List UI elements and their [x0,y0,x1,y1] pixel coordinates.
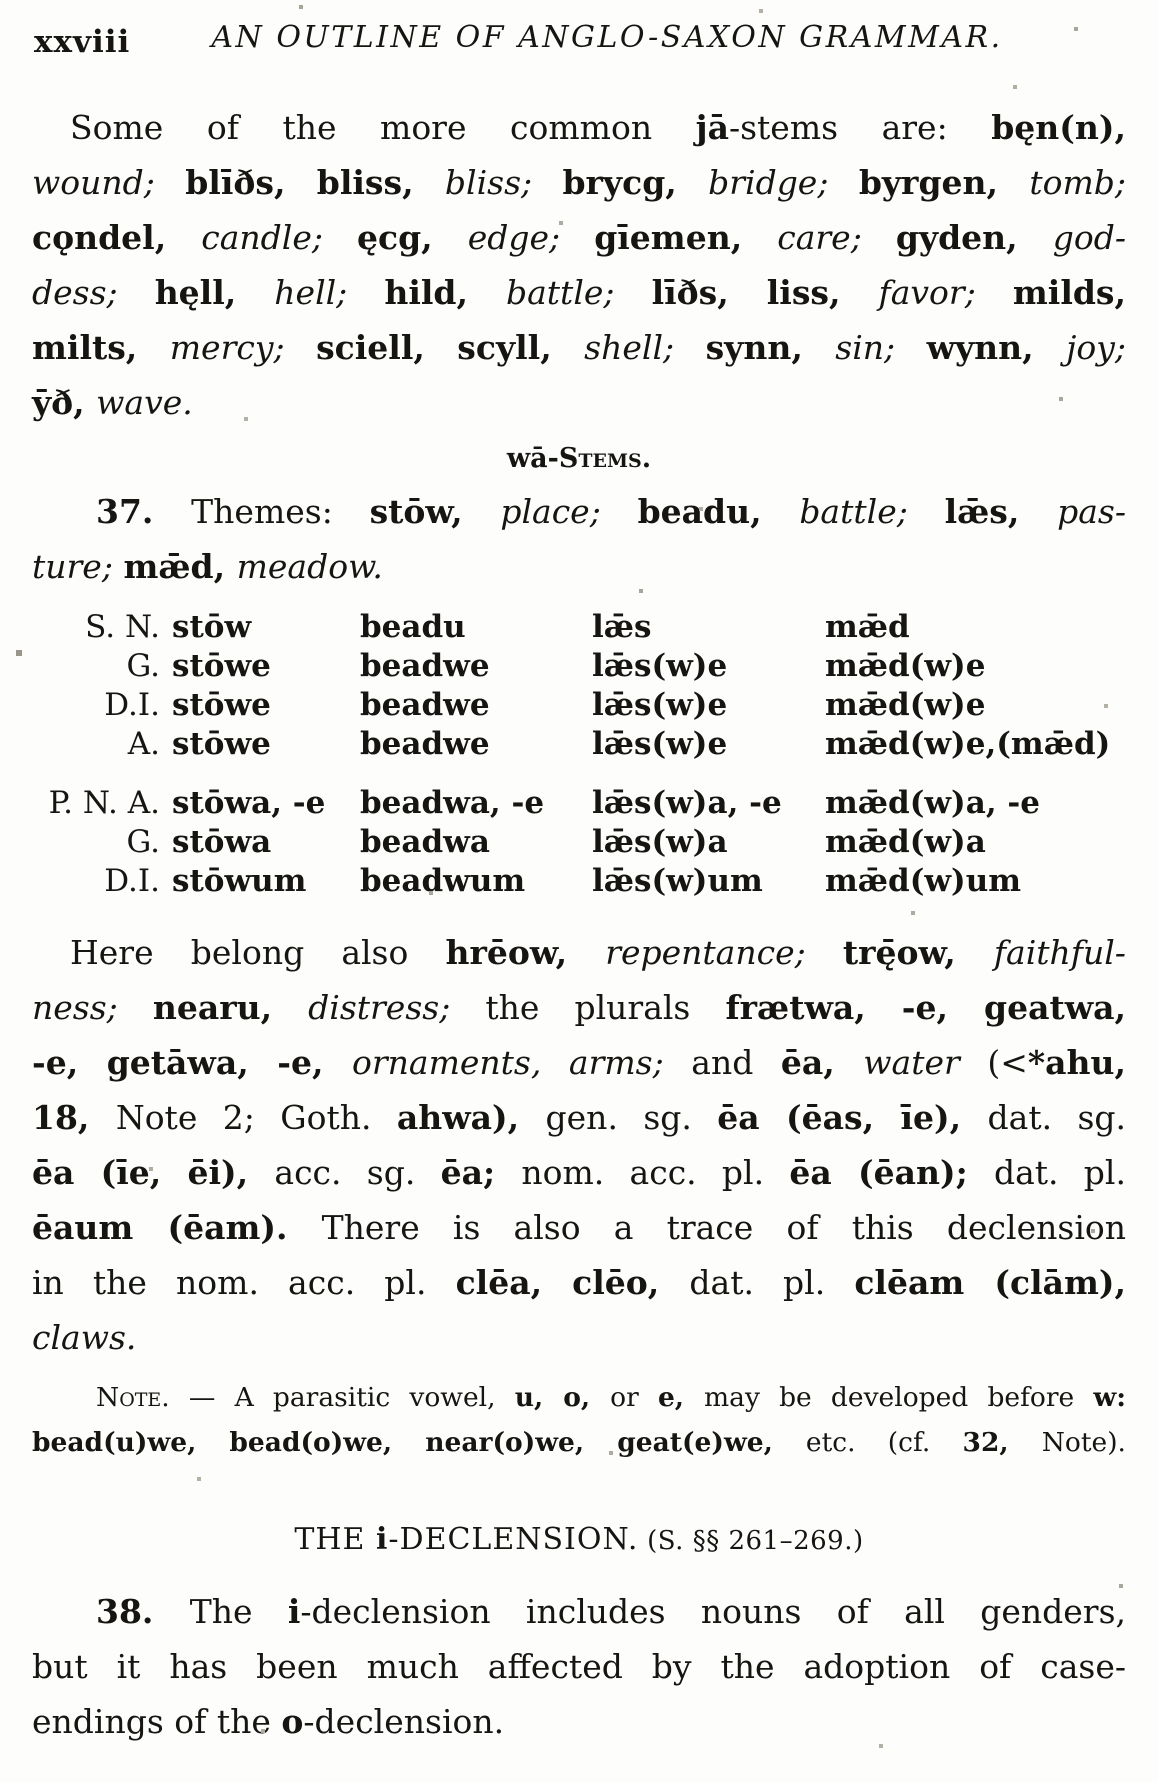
form-cell: mǣd(w)e [825,648,986,684]
form-cell: lǣs(w)um [592,863,763,899]
form-cell: stōw [172,609,252,645]
form-cell: mǣd(w)a, -e [825,785,1040,821]
heading-i-declension: THE i-DECLENSION. (S. §§ 261–269.) [294,1522,864,1557]
form-cell: lǣs(w)a, -e [592,785,782,821]
table-row [32,784,1126,823]
page-title: AN OUTLINE OF ANGLO-SAXON GRAMMAR. [211,20,1003,55]
form-cell: lǣs(w)e [592,726,728,762]
form-cell: lǣs [592,609,652,645]
case-label: A. [127,726,160,762]
form-cell: lǣs(w)e [592,648,728,684]
text-line: wound; blīðs, bliss, bliss; brycg, bridge; byrgen, tomb; [32,163,1127,202]
section-37 [32,484,1126,594]
form-cell: lǣs(w)e [592,687,728,723]
page-number: xxviii [34,24,131,60]
form-cell: beadwa, -e [360,785,545,821]
form-cell: stōwa, -e [172,785,326,821]
table-row [32,686,1126,725]
text-line: 37. Themes: stōw, place; beadu, battle; lǣs, pas- [96,492,1126,531]
table-row [32,862,1126,901]
text-line: ness; nearu, distress; the plurals frætwa, -e, geatwa, [32,988,1126,1027]
text-line: in the nom. acc. pl. clēa, clēo, dat. pl. clēam (clām), [32,1263,1126,1302]
text-line: Some of the more common jā-stems are: bęn(n), [70,108,1127,147]
form-cell: beadwe [360,648,490,684]
form-cell: stōwa [172,824,272,860]
text-line: ēa (īe, ēi), acc. sg. ēa; nom. acc. pl. ēa (ēan); dat. pl. [32,1153,1126,1192]
text-line: ȳð, wave. [32,383,193,422]
text-line: milts, mercy; sciell, scyll, shell; synn, sin; wynn, joy; [32,328,1126,367]
table-group-plural [32,784,1126,901]
table-row [32,725,1126,764]
table-row [32,608,1126,647]
form-cell: stōwe [172,648,271,684]
text-line: dess; hęll, hell; hild, battle; līðs, liss, favor; milds, [32,273,1126,312]
text-line: 38. The i-declension includes nouns of all genders, [96,1592,1126,1631]
form-cell: mǣd(w)e,(mǣd) [825,726,1111,762]
paragraph-here-belong [32,925,1126,1365]
paragraph-ja-stems [32,100,1126,430]
form-cell: beadwum [360,863,526,899]
form-cell: beadwa [360,824,490,860]
form-cell: stōwe [172,726,271,762]
scan-speckles [0,0,2,2]
text-line: claws. [32,1318,137,1357]
text-line: -e, getāwa, -e, ornaments, arms; and ēa, water (<*ahu, [32,1043,1126,1082]
form-cell: beadwe [360,726,490,762]
case-label: G. [126,824,160,860]
case-label: D.I. [104,863,160,899]
case-label: P. N. A. [48,785,160,821]
table-row [32,823,1126,862]
note-paragraph [32,1375,1126,1465]
text-line: bead(u)we, bead(o)we, near(o)we, geat(e)we, etc. (cf. 32, Note). [32,1427,1126,1458]
form-cell: beadu [360,609,466,645]
table-group-singular [32,608,1126,764]
text-line: cǫndel, candle; ęcg, edge; gīemen, care; gyden, god- [32,218,1126,257]
form-cell: stōwe [172,687,271,723]
case-label: G. [126,648,160,684]
form-cell: mǣd(w)e [825,687,986,723]
text-line: Note. — A parasitic vowel, u, o, or e, may be developed before w: [96,1382,1127,1413]
text-line: ture; mǣd, meadow. [32,547,383,586]
table-row [32,647,1126,686]
form-cell: mǣd(w)a [825,824,986,860]
form-cell: stōwum [172,863,307,899]
text-line: ēaum (ēam). There is also a trace of this declension [32,1208,1126,1247]
form-cell: mǣd(w)um [825,863,1022,899]
form-cell: beadwe [360,687,490,723]
form-cell: lǣs(w)a [592,824,728,860]
text-line: endings of the o-declension. [32,1702,505,1741]
heading-wa-stems: wā-Stems. [506,443,652,474]
text-line: but it has been much affected by the adoption of case- [32,1647,1126,1686]
text-line: Here belong also hrēow, repentance; trę̄ow, faithful- [70,933,1126,972]
section-38 [32,1584,1126,1749]
page-header [32,20,1126,70]
declension-table [32,608,1126,901]
text-line: 18, Note 2; Goth. ahwa), gen. sg. ēa (ēas, īe), dat. sg. [32,1098,1127,1137]
case-label: S. N. [85,609,160,645]
case-label: D.I. [104,687,160,723]
form-cell: mǣd [825,609,910,645]
